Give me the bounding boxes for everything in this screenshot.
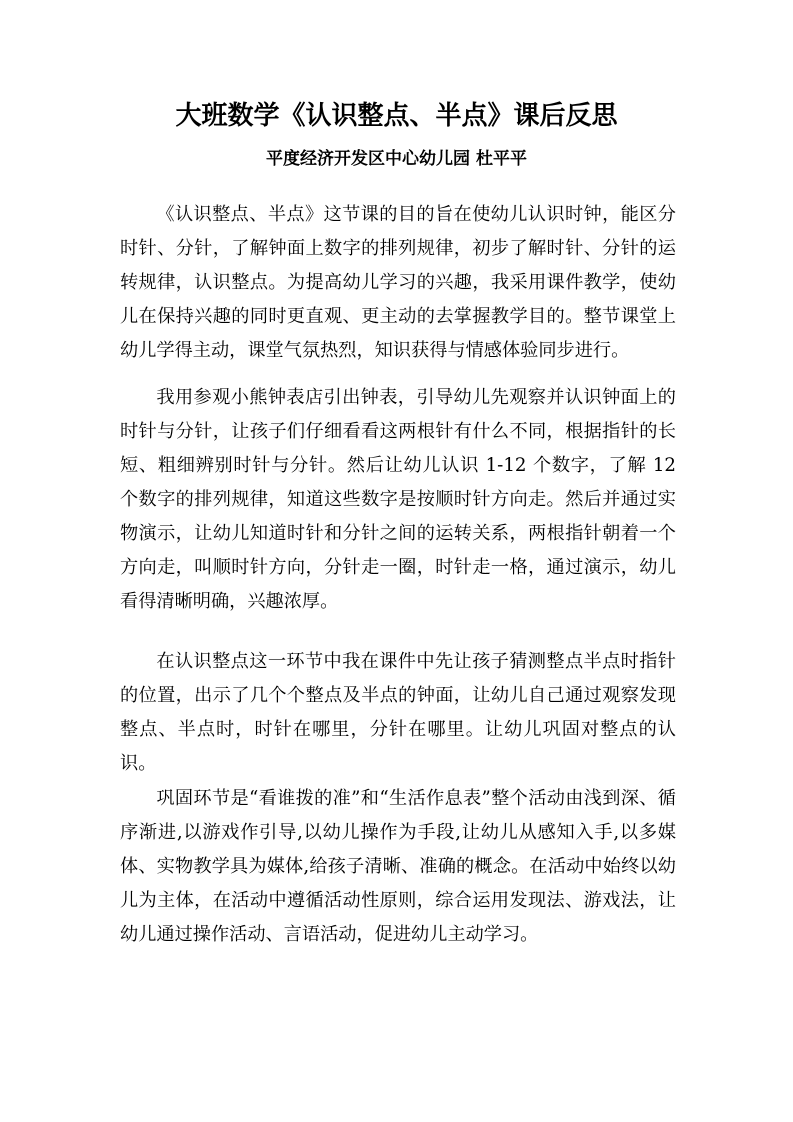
document-author-line: 平度经济开发区中心幼儿园 杜平平 [266, 149, 527, 169]
paragraph-4: 巩固环节是“看谁拨的准”和“生活作息表”整个活动由浅到深、循序渐进,以游戏作引导,以幼儿操作为手段,让幼儿从感知入手,以多媒体、实物教学具为媒体,给孩子清晰、准确的概念。在活动中始终以幼儿为主体，在活动中遵循活动性原则，综合运用发现法、游戏法，让幼儿通过操作活动、言语活动，促进幼儿主动学习。 [120, 788, 676, 945]
document-title: 大班数学《认识整点、半点》课后反思 [175, 101, 618, 131]
paragraph-2: 我用参观小熊钟表店引出钟表，引导幼儿先观察并认识钟面上的时针与分针，让孩子们仔细看看这两根针有什么不同，根据指针的长短、粗细辨别时针与分针。然后让幼儿认识 1-12 个数字，了解 12 个数字的排列规律，知道这些数字是按顺时针方向走。然后并通过实物演示，让幼儿知道时针和分针之间的运转关系，两根指针朝着一个方向走，叫顺时针方向，分针走一圈，时针走一格，通过演示，幼儿看得清晰明确，兴趣浓厚。 [120, 387, 676, 612]
paragraph-3: 在认识整点这一环节中我在课件中先让孩子猜测整点半点时指针的位置，出示了几个个整点及半点的钟面，让幼儿自己通过观察发现整点、半点时，时针在哪里，分针在哪里。让幼儿巩固对整点的认识。 [120, 651, 676, 774]
paragraph-1: 《认识整点、半点》这节课的目的旨在使幼儿认识时钟，能区分时针、分针，了解钟面上数字的排列规律，初步了解时针、分针的运转规律，认识整点。为提高幼儿学习的兴趣，我采用课件教学，使幼儿在保持兴趣的同时更直观、更主动的去掌握教学目的。整节课堂上幼儿学得主动，课堂气氛热烈，知识获得与情感体验同步进行。 [120, 204, 676, 361]
